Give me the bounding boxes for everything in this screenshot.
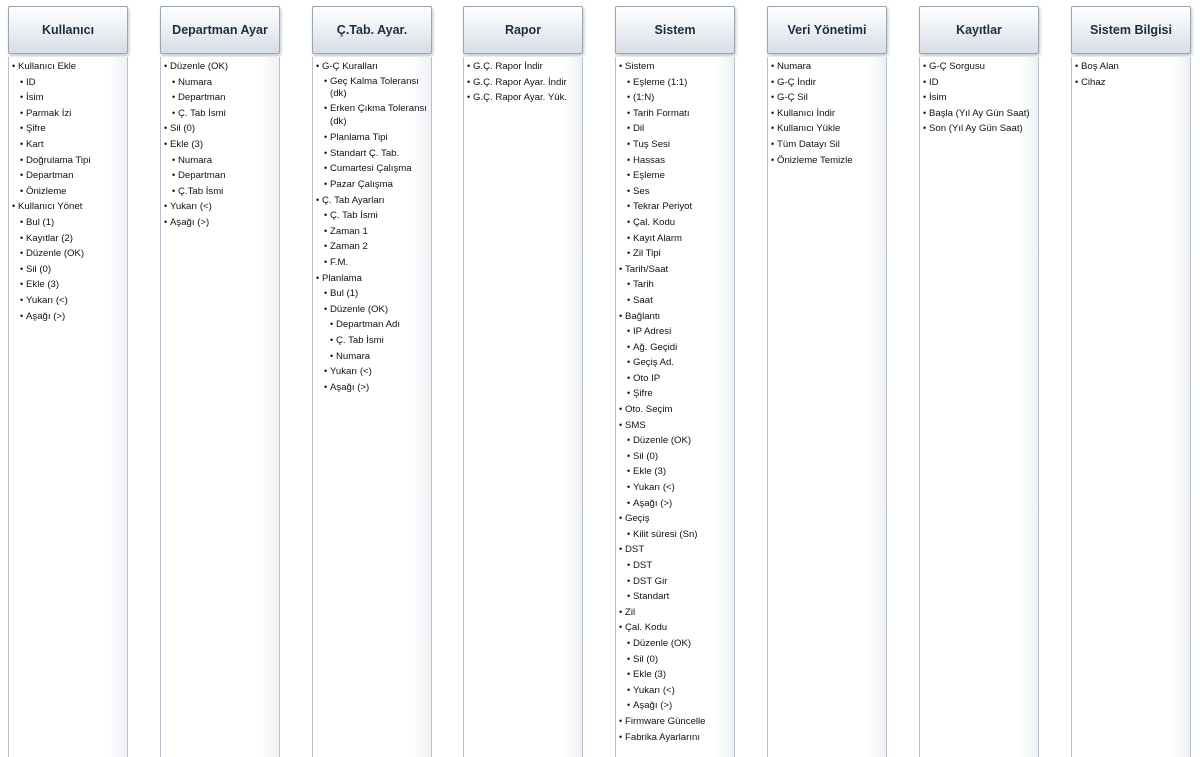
menu-item: • Aşağı (>) — [313, 380, 429, 396]
menu-item: • Geç Kalma Toleransı (dk) — [313, 75, 429, 103]
menu-item: • Cumartesi Çalışma — [313, 161, 429, 177]
menu-item: • Tarih Formatı — [616, 106, 732, 122]
column-header-rapor: Rapor — [463, 6, 583, 54]
menu-item: • Oto. Seçim — [616, 402, 732, 418]
column-body-kullanici — [8, 57, 128, 757]
column-body-sistem — [615, 57, 735, 757]
menu-item: • Sil (0) — [616, 449, 732, 465]
menu-item: • Fabrika Ayarlarını — [616, 730, 732, 746]
column-departman — [160, 6, 280, 228]
menu-item: • Zil — [616, 605, 732, 621]
menu-list — [768, 59, 884, 168]
menu-item: • Kart — [9, 137, 125, 153]
menu-item: • Yukarı (<) — [313, 364, 429, 380]
menu-item: • Numara — [313, 349, 429, 365]
menu-item: • Eşleme (1:1) — [616, 75, 732, 91]
menu-item: • Standart — [616, 589, 732, 605]
menu-item: • Planlama Tipi — [313, 130, 429, 146]
menu-item: • Şifre — [9, 121, 125, 137]
menu-item: • ID — [9, 75, 125, 91]
menu-item: • Sil (0) — [9, 262, 125, 278]
column-header-sistem: Sistem — [615, 6, 735, 54]
menu-item: • Sil (0) — [161, 121, 277, 137]
menu-item: • Ç. Tab İsmi — [313, 333, 429, 349]
menu-item: • ID — [920, 75, 1036, 91]
menu-item: • Geçiş — [616, 511, 732, 527]
menu-item: • Parmak İzi — [9, 106, 125, 122]
menu-item: • Kilit süresi (Sn) — [616, 527, 732, 543]
menu-item: • Departman — [9, 168, 125, 184]
menu-item: • Saat — [616, 293, 732, 309]
column-header-departman: Departman Ayar — [160, 6, 280, 54]
menu-item: • Ağ. Geçidi — [616, 340, 732, 356]
menu-item: • Aşağı (>) — [616, 698, 732, 714]
menu-item: • G.Ç. Rapor Ayar. İndir — [464, 75, 580, 91]
menu-item: • Çal. Kodu — [616, 620, 732, 636]
column-header-kayitlar: Kayıtlar — [919, 6, 1039, 54]
column-veri — [767, 6, 887, 166]
column-header-ctab: Ç.Tab. Ayar. — [312, 6, 432, 54]
menu-item: • Tüm Datayı Sil — [768, 137, 884, 153]
menu-item: • İsim — [9, 90, 125, 106]
column-kullanici — [8, 6, 128, 322]
menu-item: • Kullanıcı Ekle — [9, 59, 125, 75]
menu-list — [161, 59, 277, 231]
menu-list — [313, 59, 429, 395]
menu-item: • Düzenle (OK) — [616, 433, 732, 449]
menu-item: • Sistem — [616, 59, 732, 75]
menu-list — [616, 59, 732, 745]
menu-item: • Dil — [616, 121, 732, 137]
menu-item: • Yukarı (<) — [9, 293, 125, 309]
menu-item: • Şifre — [616, 386, 732, 402]
menu-item: • Zaman 2 — [313, 239, 429, 255]
column-body-sistembilgi — [1071, 57, 1191, 757]
menu-item: • Aşağı (>) — [9, 309, 125, 325]
menu-item: • Kullanıcı Yönet — [9, 199, 125, 215]
menu-item: • Departman — [161, 168, 277, 184]
menu-item: • Planlama — [313, 271, 429, 287]
menu-list — [1072, 59, 1188, 90]
menu-item: • Boş Alan — [1072, 59, 1188, 75]
menu-item: • Erken Çıkma Toleransı (dk) — [313, 102, 429, 130]
menu-item: • Önizleme — [9, 184, 125, 200]
column-sistem — [615, 6, 735, 743]
column-kayitlar — [919, 6, 1039, 135]
menu-item: • Bul (1) — [313, 286, 429, 302]
column-body-veri — [767, 57, 887, 757]
menu-list — [9, 59, 125, 324]
menu-item: • Tuş Sesi — [616, 137, 732, 153]
menu-item: • (1:N) — [616, 90, 732, 106]
menu-item: • Kayıt Alarm — [616, 231, 732, 247]
column-body-kayitlar — [919, 57, 1039, 757]
menu-item: • Ekle (3) — [9, 277, 125, 293]
menu-item: • Cihaz — [1072, 75, 1188, 91]
menu-item: • Düzenle (OK) — [9, 246, 125, 262]
menu-item: • Sil (0) — [616, 652, 732, 668]
menu-item: • Ekle (3) — [161, 137, 277, 153]
menu-item: • Aşağı (>) — [161, 215, 277, 231]
column-ctab — [312, 6, 432, 393]
menu-list — [464, 59, 580, 106]
menu-item: • G.Ç. Rapor Ayar. Yük. — [464, 90, 580, 106]
menu-item: • İsim — [920, 90, 1036, 106]
menu-item: • IP Adresi — [616, 324, 732, 340]
menu-item: • Ses — [616, 184, 732, 200]
menu-item: • Son (Yıl Ay Gün Saat) — [920, 121, 1036, 137]
menu-item: • SMS — [616, 418, 732, 434]
menu-item: • G-Ç Kuralları — [313, 59, 429, 75]
menu-item: • Tekrar Periyot — [616, 199, 732, 215]
menu-item: • G-Ç Sorgusu — [920, 59, 1036, 75]
menu-item: • Eşleme — [616, 168, 732, 184]
column-body-ctab — [312, 57, 432, 757]
menu-item: • Bul (1) — [9, 215, 125, 231]
column-rapor — [463, 6, 583, 104]
menu-item: • Tarih — [616, 277, 732, 293]
menu-item: • Ç. Tab İsmi — [313, 208, 429, 224]
menu-item: • DST — [616, 558, 732, 574]
menu-item: • Zaman 1 — [313, 224, 429, 240]
menu-item: • Ç.Tab İsmi — [161, 184, 277, 200]
menu-item: • Pazar Çalışma — [313, 177, 429, 193]
menu-item: • G-Ç İndir — [768, 75, 884, 91]
menu-list — [920, 59, 1036, 137]
menu-item: • Departman Adı — [313, 317, 429, 333]
menu-item: • Geçiş Ad. — [616, 355, 732, 371]
menu-item: • Kullanıcı İndir — [768, 106, 884, 122]
menu-item: • G.Ç. Rapor İndir — [464, 59, 580, 75]
menu-item: • Zil Tipi — [616, 246, 732, 262]
menu-item: • Yukarı (<) — [616, 480, 732, 496]
menu-item: • DST — [616, 542, 732, 558]
column-body-rapor — [463, 57, 583, 757]
menu-item: • Numara — [161, 153, 277, 169]
menu-item: • F.M. — [313, 255, 429, 271]
menu-item: • Tarih/Saat — [616, 262, 732, 278]
menu-item: • Ekle (3) — [616, 667, 732, 683]
menu-item: • Düzenle (OK) — [161, 59, 277, 75]
column-body-departman — [160, 57, 280, 757]
menu-item: • Standart Ç. Tab. — [313, 146, 429, 162]
menu-item: • Başla (Yıl Ay Gün Saat) — [920, 106, 1036, 122]
menu-item: • Numara — [768, 59, 884, 75]
menu-item: • Doğrulama Tipi — [9, 153, 125, 169]
column-header-sistembilgi: Sistem Bilgisi — [1071, 6, 1191, 54]
menu-item: • DST Gir — [616, 574, 732, 590]
menu-item: • Departman — [161, 90, 277, 106]
column-header-veri: Veri Yönetimi — [767, 6, 887, 54]
menu-item: • Ç. Tab Ayarları — [313, 193, 429, 209]
menu-item: • Yukarı (<) — [161, 199, 277, 215]
menu-item: • Oto IP — [616, 371, 732, 387]
column-sistembilgi — [1071, 6, 1191, 88]
menu-item: • Numara — [161, 75, 277, 91]
menu-item: • Hassas — [616, 153, 732, 169]
menu-item: • Aşağı (>) — [616, 496, 732, 512]
menu-item: • Yukarı (<) — [616, 683, 732, 699]
column-header-kullanici: Kullanıcı — [8, 6, 128, 54]
menu-item: • Kayıtlar (2) — [9, 231, 125, 247]
menu-item: • Düzenle (OK) — [616, 636, 732, 652]
menu-item: • Düzenle (OK) — [313, 302, 429, 318]
menu-item: • Ç. Tab İsmi — [161, 106, 277, 122]
menu-item: • Kullanıcı Yükle — [768, 121, 884, 137]
menu-item: • Bağlantı — [616, 309, 732, 325]
menu-item: • Firmware Güncelle — [616, 714, 732, 730]
menu-item: • Ekle (3) — [616, 464, 732, 480]
menu-item: • Önizleme Temizle — [768, 153, 884, 169]
menu-item: • Çal. Kodu — [616, 215, 732, 231]
menu-item: • G-Ç Sil — [768, 90, 884, 106]
